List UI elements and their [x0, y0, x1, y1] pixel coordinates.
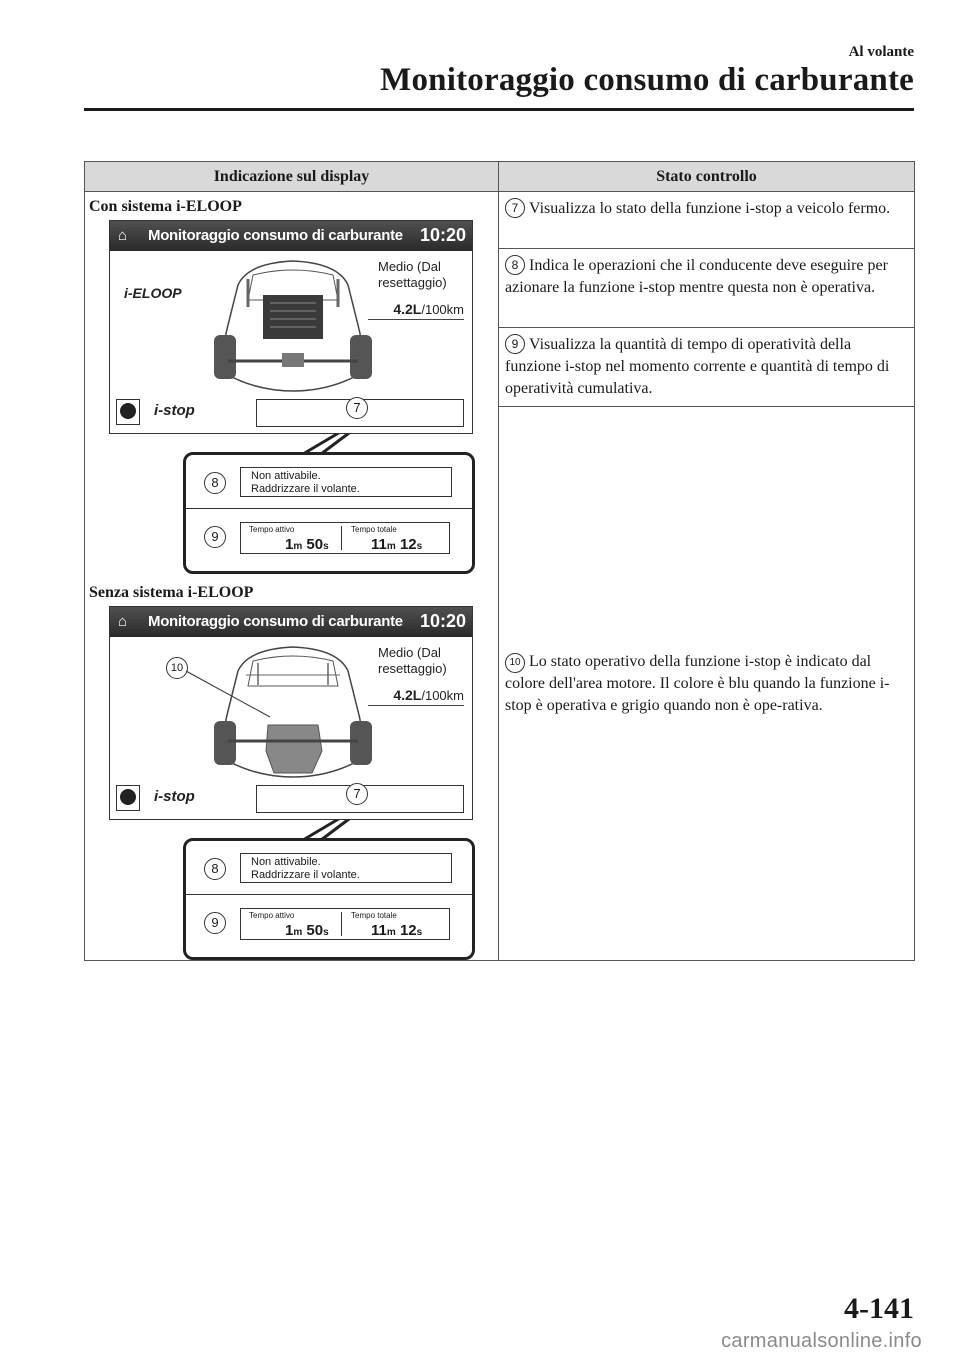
- car-eloop-illustration: [208, 255, 378, 395]
- popup-eloop: [183, 452, 475, 574]
- car-illustration: [208, 641, 378, 781]
- total-time: [343, 523, 449, 553]
- total-time: [343, 909, 449, 939]
- popup-divider: [186, 894, 472, 895]
- istop-icon: [116, 785, 140, 811]
- message-box: [240, 467, 452, 497]
- num-badge-7: 7: [505, 198, 525, 218]
- home-icon: ⌂: [118, 613, 128, 630]
- fuel-value: [393, 687, 464, 703]
- fuel-unit: /100km: [421, 688, 464, 703]
- istop-label: i-stop: [154, 402, 195, 419]
- istop-row: [116, 399, 466, 427]
- time-box: [240, 522, 450, 554]
- num-badge-10: 10: [505, 653, 525, 673]
- message-line-2: Raddrizzare il volante.: [251, 483, 360, 495]
- message-line-1: Non attivabile.: [251, 856, 321, 868]
- istop-row: [116, 785, 466, 813]
- screen-no-eloop: [109, 606, 473, 820]
- with-eloop-label: Con sistema i-ELOOP: [89, 198, 242, 215]
- fuel-value: [393, 301, 464, 317]
- status-row-10: [499, 407, 915, 961]
- active-time-label: Tempo attivo: [249, 911, 295, 920]
- display-table: [84, 161, 915, 961]
- fuel-value-number: 4.2L: [393, 687, 422, 703]
- active-time-label: Tempo attivo: [249, 525, 295, 534]
- status-row-9: [499, 328, 915, 407]
- time-separator: [341, 912, 342, 936]
- without-eloop-label: Senza sistema i-ELOOP: [89, 584, 254, 601]
- screen-time: 10:20: [419, 225, 466, 245]
- screen-title-bar: [110, 221, 472, 251]
- col-header-display: Indicazione sul display: [85, 162, 499, 192]
- message-line-1: Non attivabile.: [251, 470, 321, 482]
- status-text-9: Visualizza la quantità di tempo di operatività della funzione i-stop nel momento corrente e quantità di tempo di operatività cumulativa.: [505, 336, 890, 397]
- display-cell: [85, 192, 499, 961]
- callout-10: 10: [166, 657, 188, 679]
- status-row-8: [499, 249, 915, 328]
- medio-label: Medio (Dal resettaggio): [378, 645, 447, 676]
- num-badge-9: 9: [505, 334, 525, 354]
- active-time-value: 1m 50s: [285, 922, 329, 939]
- message-line-2: Raddrizzare il volante.: [251, 869, 360, 881]
- value-rule: [368, 705, 464, 706]
- header-rule: [84, 108, 914, 111]
- callout-9: 9: [204, 912, 226, 934]
- time-separator: [341, 526, 342, 550]
- screen-caption: Monitoraggio consumo di carburante: [148, 227, 403, 244]
- callout-8: 8: [204, 858, 226, 880]
- callout-9: 9: [204, 526, 226, 548]
- active-time: [241, 909, 341, 939]
- home-icon: ⌂: [118, 227, 128, 244]
- callout-8: 8: [204, 472, 226, 494]
- status-text-8: Indica le operazioni che il conducente deve eseguire per azionare la funzione i-stop mentre questa non è operativa.: [505, 257, 888, 296]
- time-box: [240, 908, 450, 940]
- watermark: carmanualsonline.info: [721, 1330, 922, 1352]
- value-rule: [368, 319, 464, 320]
- status-row-7: [499, 192, 915, 249]
- page-number: 4-141: [844, 1292, 914, 1325]
- active-time: [241, 523, 341, 553]
- medio-label: Medio (Dal resettaggio): [378, 259, 447, 290]
- screen-eloop: [109, 220, 473, 434]
- total-time-value: 11m 12s: [371, 922, 423, 939]
- istop-label: i-stop: [154, 788, 195, 805]
- active-time-value: 1m 50s: [285, 536, 329, 553]
- total-time-label: Tempo totale: [351, 525, 397, 534]
- eloop-label: i-ELOOP: [124, 285, 182, 301]
- section-header: Al volante: [848, 44, 914, 60]
- popup-no-eloop: [183, 838, 475, 960]
- fuel-unit: /100km: [421, 302, 464, 317]
- istop-icon: [116, 399, 140, 425]
- popup-divider: [186, 508, 472, 509]
- callout-7: 7: [346, 783, 368, 805]
- status-text-10: Lo stato operativo della funzione i-stop è indicato dal colore dell'area motore. Il colore è blu quando la funzione i-stop è operativa e grigio quando non è ope-rativa.: [505, 652, 890, 714]
- screen-time: 10:20: [419, 611, 466, 631]
- message-box: [240, 853, 452, 883]
- fuel-value-number: 4.2L: [393, 301, 422, 317]
- num-badge-8: 8: [505, 255, 525, 275]
- total-time-value: 11m 12s: [371, 536, 423, 553]
- total-time-label: Tempo totale: [351, 911, 397, 920]
- screen-caption: Monitoraggio consumo di carburante: [148, 613, 403, 630]
- callout-7: 7: [346, 397, 368, 419]
- status-text-7: Visualizza lo stato della funzione i-stop a veicolo fermo.: [529, 200, 891, 217]
- col-header-status: Stato controllo: [499, 162, 915, 192]
- page-title: Monitoraggio consumo di carburante: [380, 62, 914, 98]
